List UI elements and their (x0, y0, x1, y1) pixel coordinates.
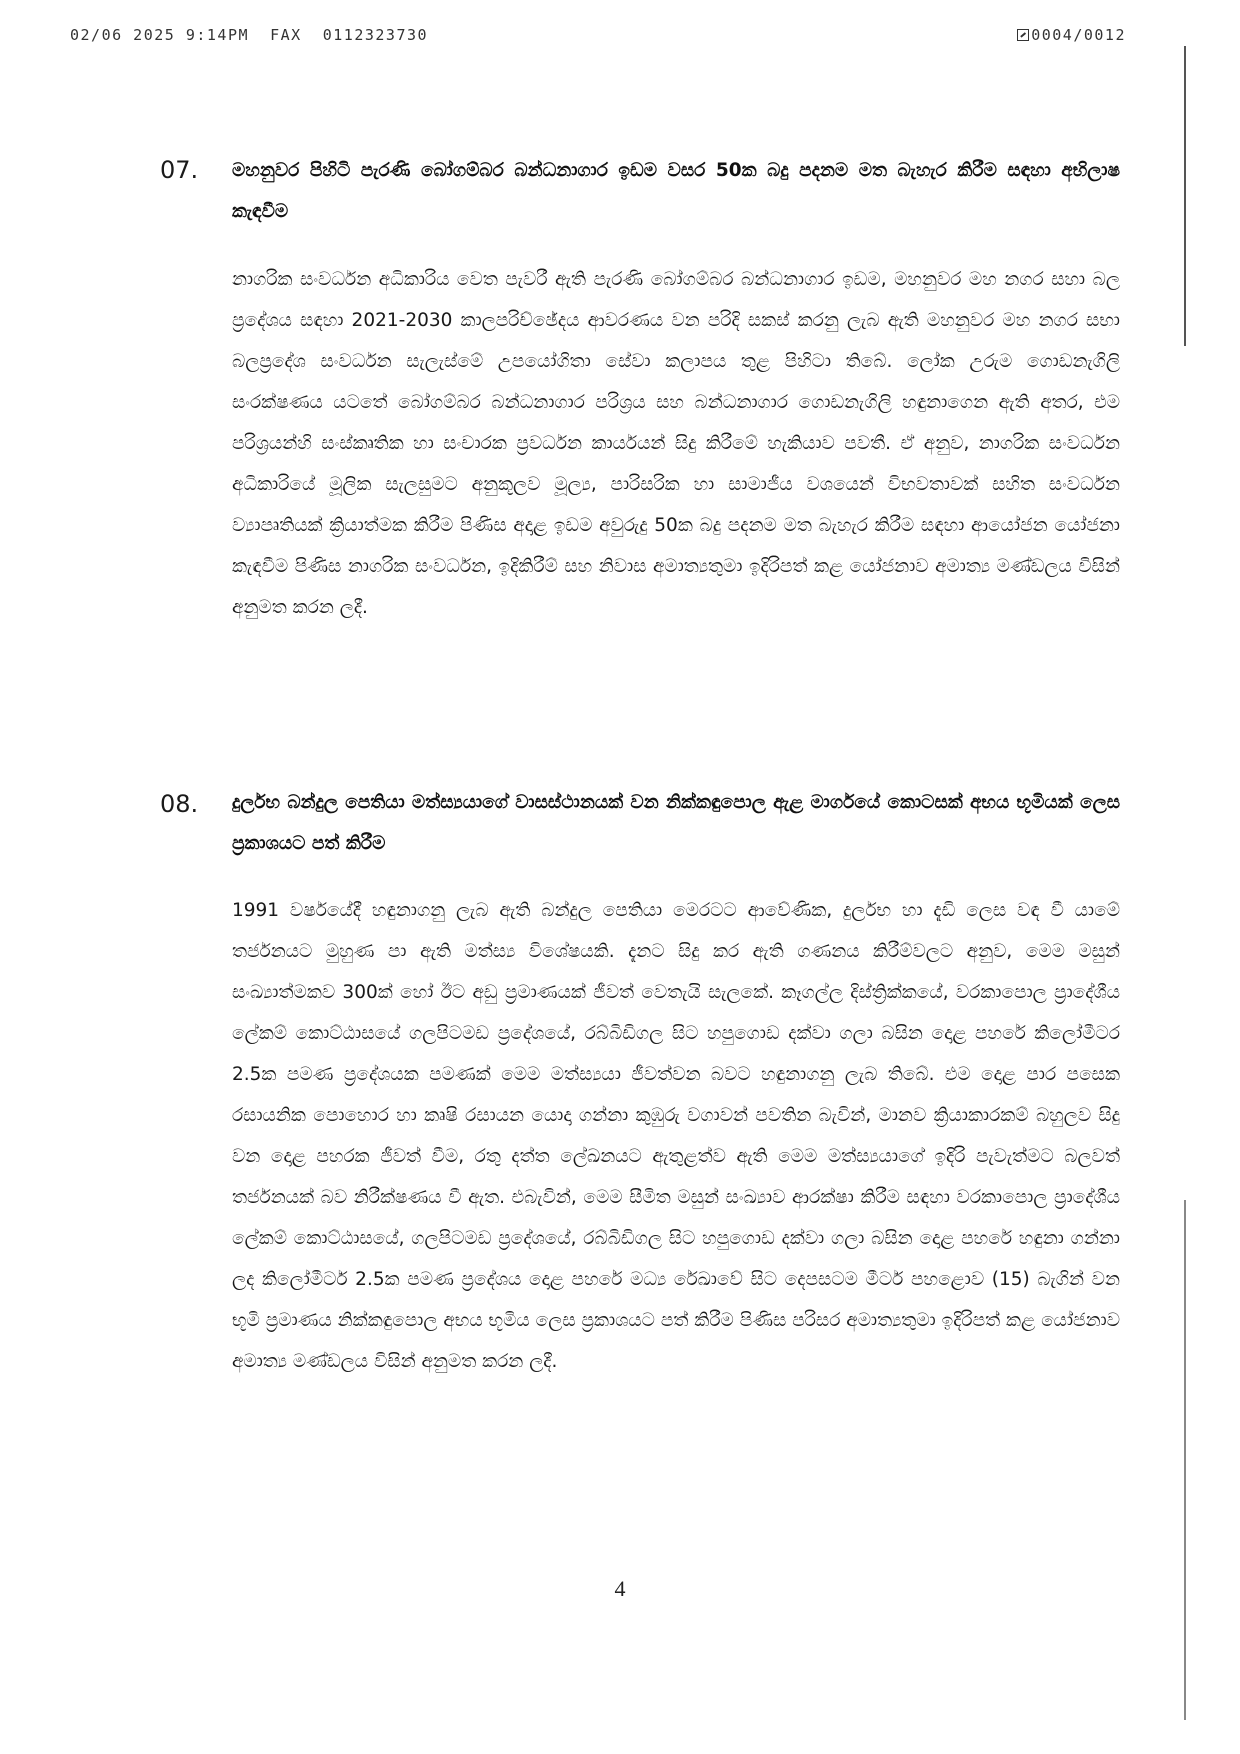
fax-page-counter (1017, 26, 1126, 44)
scan-edge-line (1184, 46, 1186, 346)
fax-header (70, 26, 1126, 50)
scan-edge-line-lower (1184, 1200, 1186, 1720)
fax-transmission-line: 02/06 2025 9:14PM FAX 0112323730 (70, 26, 429, 44)
page-number: 4 (614, 1576, 626, 1601)
checkbox-icon (1017, 29, 1029, 41)
item-body: 1991 වර්ෂයේදී හඳුනාගනු ලැබ ඇති බන්දුල පෙතියා මෙරටට ආවේණික, දුර්ලභ හා දැඩි ලෙස වඳ වී යාමේ තර්ජනයට මුහුණ පා ඇති මත්ස්‍ය විශේෂයකි. දැනට සිදු කර ඇති ගණනය කිරීම්වලට අනුව, මෙම මසුන් සංඛ්‍යාත්මකව 300ක් හෝ ඊට අඩු ප්‍රමාණයක් ජීවත් වෙතැයි සැලකේ. කෑගල්ල දිස්ත්‍රික්කයේ, වරකාපොල ප්‍රාදේශීය ලේකම් කොට්ඨාසයේ ගලපිටමඩ ප්‍රදේශයේ, රබ්බිඩිගල සිට හපුගොඩ දක්වා ගලා බසින දොළ පහරේ කිලෝමීටර 2.5ක පමණ ප්‍රදේශයක පමණක් මෙම මත්ස්‍යයා ජීවත්වන බවට හඳුනාගනු ලැබ තිබේ. එම දොළ පාර පසෙක රසායනික පොහොර හා කෘෂි රසායන යොදා ගන්නා කුඹුරු වගාවන් පවතින බැවින්, මානව ක්‍රියාකාරකම් බහුලව සිදු වන දොළ පහරක ජීවත් වීම, රතු දත්ත ලේඛනයට ඇතුළත්ව ඇති මෙම මත්ස්‍යයාගේ ඉදිරි පැවැත්මට බලවත් තර්ජනයක් බව නිරීක්ෂණය වී ඇත. එබැවින්, මෙම සීමිත මසුන් සංඛ්‍යාව ආරක්ෂා කිරීම සඳහා වරකාපොල ප්‍රාදේශීය ලේකම් කොට්ඨාසයේ, ගලපිටමඩ ප්‍රදේශයේ, රබ්බිඩිගල සිට හපුගොඩ දක්වා ගලා බසින දොළ පහරේ හඳුනා ගන්නා ලද කිලෝමීටර් 2.5ක පමණ ප්‍රදේශය දොළ පහරේ මධ්‍ය රේඛාවේ සිට දෙපසටම මීටර් පහළොව (15) බැගින් වන භූමි ප්‍රමාණය නික්කඳුපොල අභය භූමිය ලෙස ප්‍රකාශයට පත් කිරීම පිණිස පරිසර අමාත්‍යතුමා ඉදිරිපත් කළ යෝජනාව අමාත්‍ය මණ්ඩලය විසින් අනුමත කරන ලදී. (232, 900, 1120, 1372)
item-number: 07. (160, 156, 199, 184)
item-title: දුර්ලභ බන්දුල පෙතියා මත්ස්‍යයාගේ වාසස්ථානයක් වන නික්කඳුපොල ඇළ මාර්ගයේ කොටසක් අභය භූමියක් ලෙස ප්‍රකාශයට පත් කිරීම (232, 792, 1120, 854)
fax-page-count: 0004/0012 (1031, 26, 1126, 44)
item-title: මහනුවර පිහිටි පැරණි බෝගම්බර බන්ධනාගාර ඉඩම වසර 50ක බදු පදනම මත බැහැර කිරීම සඳහා අභිලාෂ කැඳවීම (232, 160, 1120, 222)
item-number: 08. (160, 790, 199, 818)
item-body: නාගරික සංවර්ධන අධිකාරිය වෙත පැවරී ඇති පැරණි බෝගම්බර බන්ධනාගාර ඉඩම, මහනුවර මහ නගර සහා බල ප්‍රදේශය සඳහා 2021-2030 කාලපරිච්ඡේදය ආවරණය වන පරිදි සකස් කරනු ලැබ ඇති මහනුවර මහ නගර සභා බලප්‍රදේශ සංවර්ධන සැලැස්මේ උපයෝගිතා සේවා කලාපය තුළ පිහිටා තිබේ. ලෝක උරුම ගොඩනැගිලි සංරක්ෂණය යටතේ බෝගම්බර බන්ධනාගාර පරිශ්‍රය සහ බන්ධනාගාර ගොඩනැගිලි හඳුනාගෙන ඇති අතර, එම පරිශ්‍රයන්හි සංස්කෘතික හා සංචාරක ප්‍රවර්ධන කාර්යයන් සිදු කිරීමේ හැකියාව පවතී. ඒ අනුව, නාගරික සංවර්ධන අධිකාරියේ මූලික සැලසුමට අනුකූලව මූල්‍ය, පාරිසරික හා සාමාජීය වශයෙන් විභවතාවක් සහිත සංවර්ධන ව්‍යාපෘතියක් ක්‍රියාත්මක කිරීම පිණිස අදාළ ඉඩම අවුරුදු 50ක බදු පදනම මත බැහැර කිරීම සඳහා ආයෝජන යෝජනා කැඳවීම පිණිස නාගරික සංවර්ධන, ඉදිකිරීම් සහ නිවාස අමාත්‍යතුමා ඉදිරිපත් කළ යෝජනාව අමාත්‍ය මණ්ඩලය විසින් අනුමත කරන ලදී. (232, 269, 1120, 618)
